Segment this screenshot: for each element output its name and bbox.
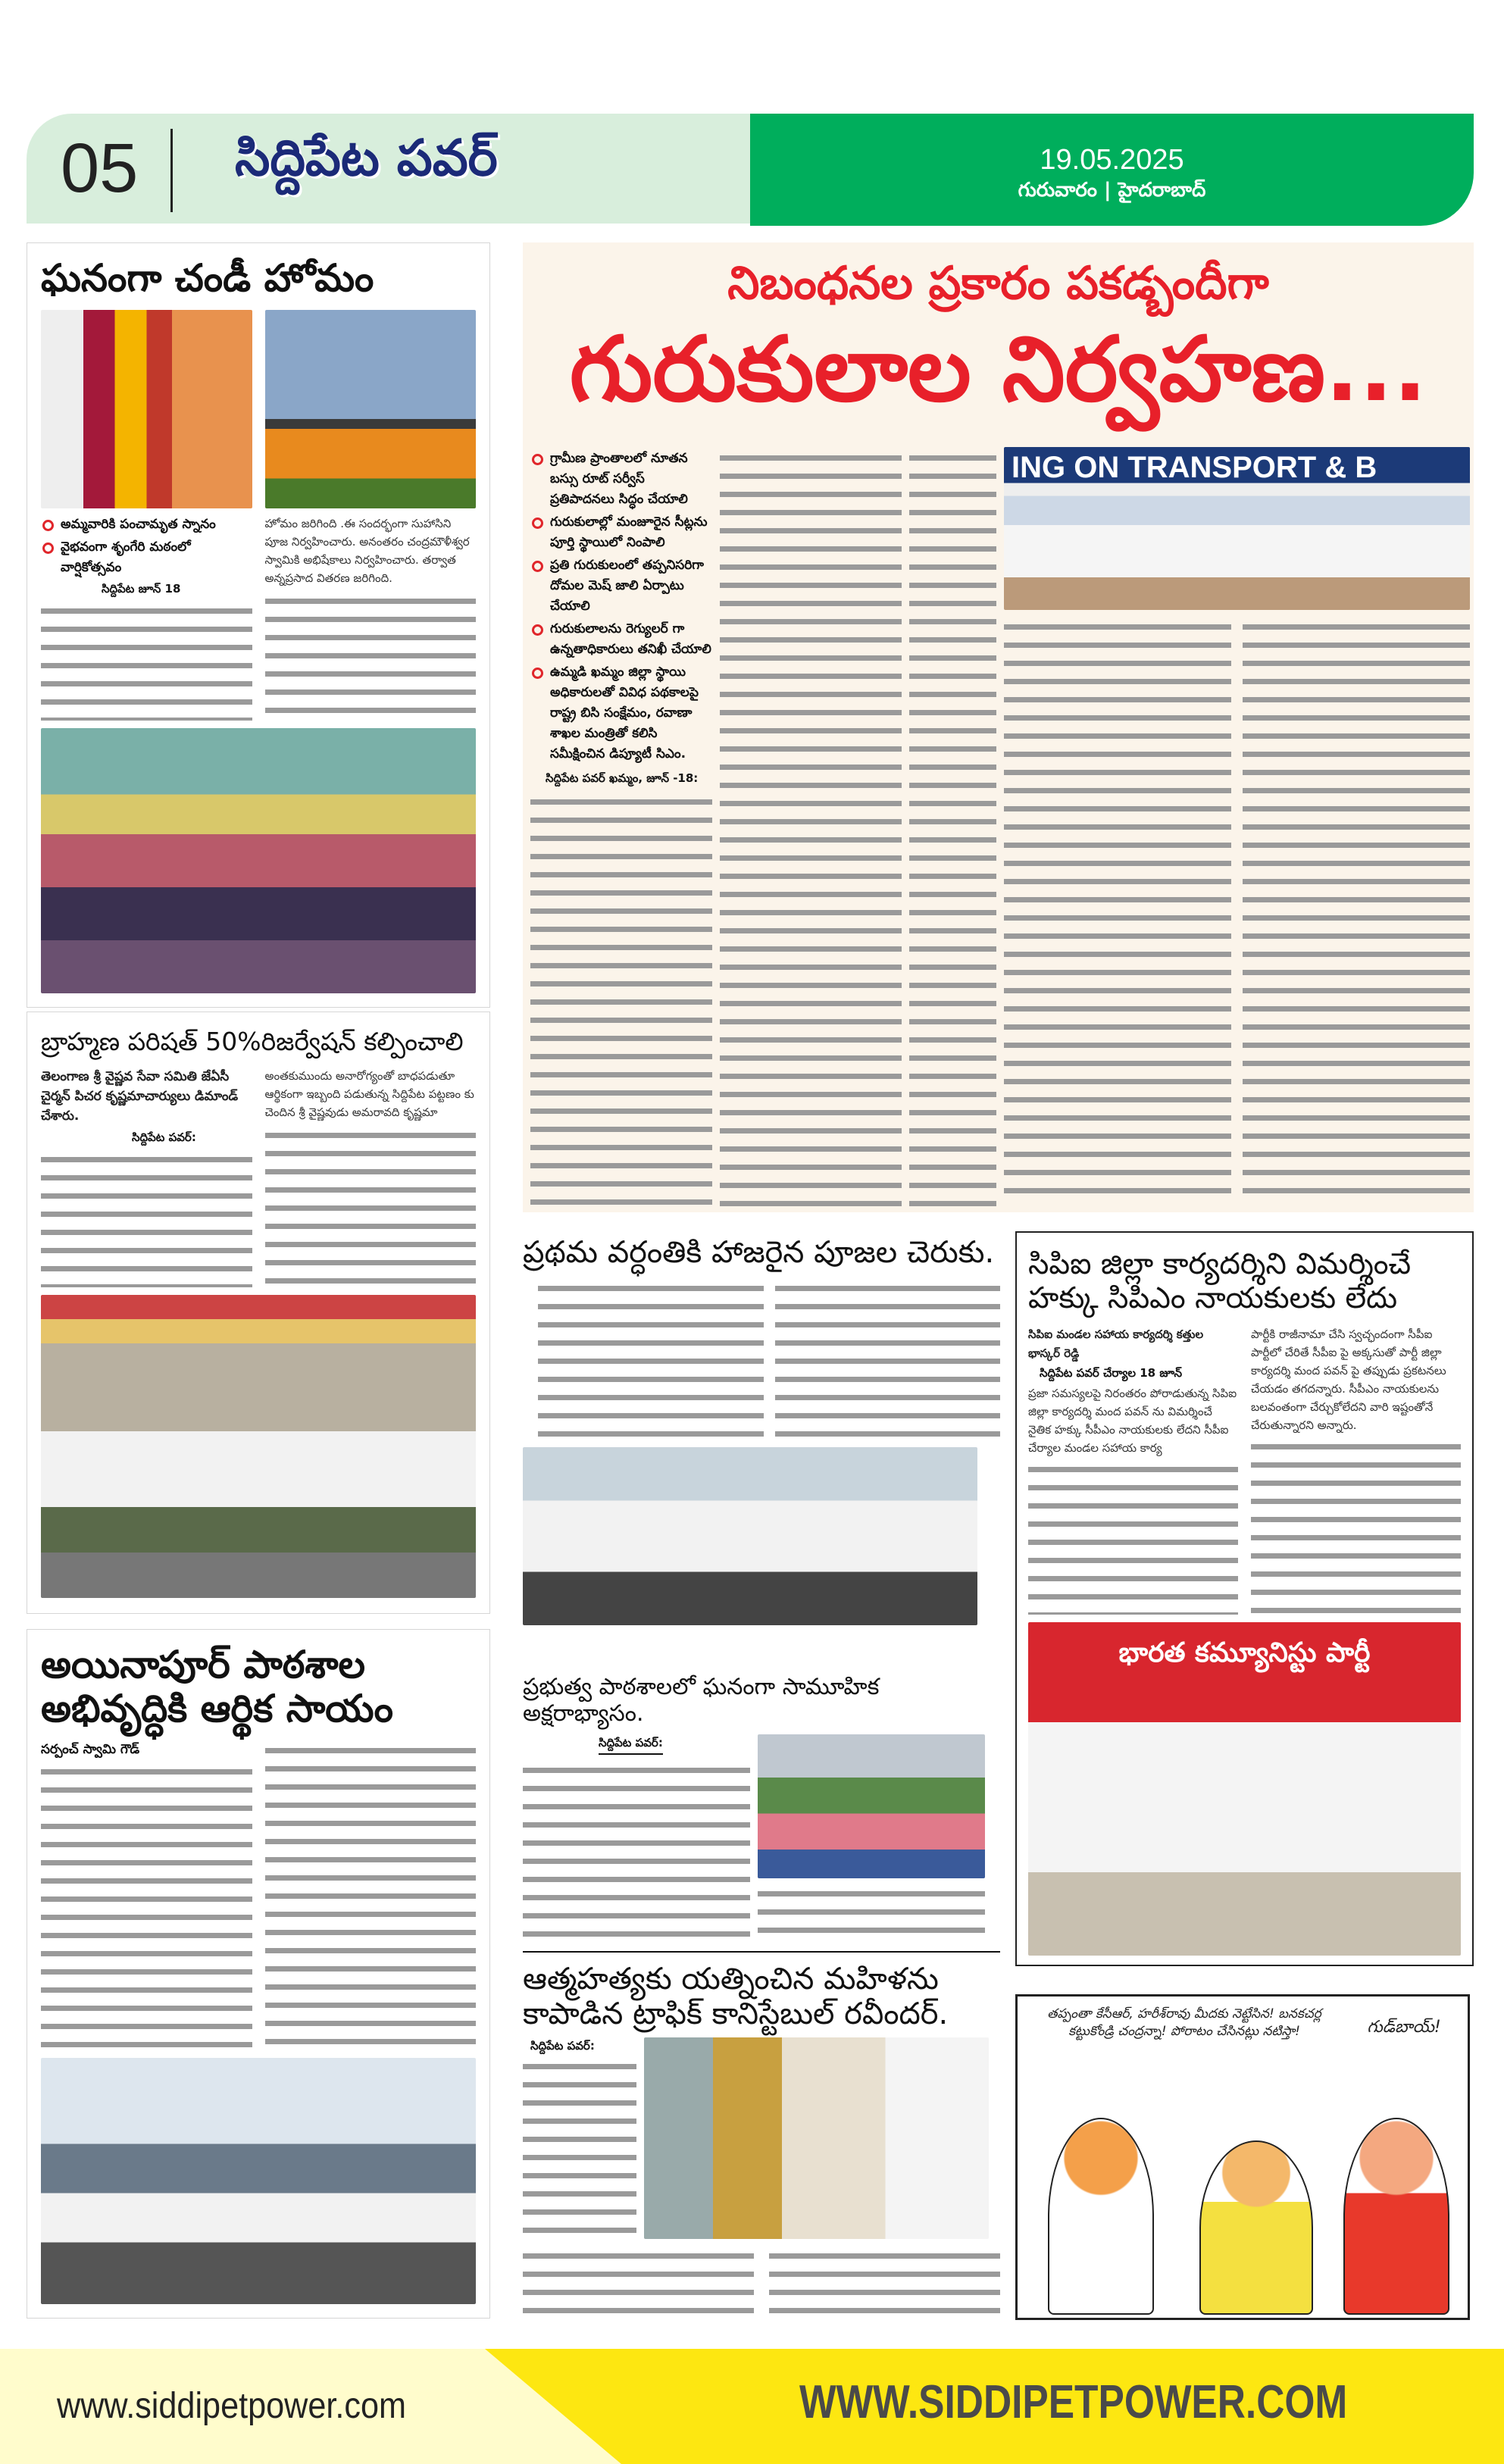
kicker: నిబంధనల ప్రకారం పకడ్బందీగా <box>727 257 1269 310</box>
photo-school <box>41 2058 476 2304</box>
body-text-lines <box>1004 618 1231 1205</box>
footer-url-big[interactable]: WWW.SIDDIPETPOWER.COM <box>799 2376 1348 2428</box>
photo-constable <box>644 2037 989 2239</box>
body-text-lines <box>720 449 902 1206</box>
bullet: గురుకులాల్లో మంజూరైన సీట్లను పూర్తి స్థాయిలో నింపాలి <box>530 512 712 553</box>
divider <box>170 129 173 212</box>
page-number: 05 <box>61 130 139 207</box>
story-vardhanti <box>523 1231 1000 1625</box>
dateline: సిద్దిపేట పవర్ ఖమ్మం, జూన్ -18: <box>546 771 699 785</box>
lead-bullets-column <box>530 449 712 1206</box>
body-text-lines <box>265 1126 477 1287</box>
cartoon-figure <box>1048 2118 1154 2315</box>
body-text-lines <box>538 1279 764 1440</box>
body-text: అంతకుముందు అనారోగ్యంతో బాధపడుతూ ఆర్థికంగా ఇబ్బంది పడుతున్న సిద్దిపేట పట్టణం కు చెందిన శ్రీ వైష్ణవుడు అమరావది కృష్ణమా <box>264 1068 474 1119</box>
body-text-lines <box>769 2247 1000 2322</box>
headline: బ్రాహ్మణ పరిషత్ 50%రిజర్వేషన్ కల్పించాలి <box>41 1027 464 1056</box>
body-text-lines <box>758 1884 985 1940</box>
speech-bubble: తప్పంతా కేసీఆర్, హరీశ్‌రావు మీదకు నెట్టేసిన! బనకచర్ల కట్టుకోండ్రి చంద్రన్నా! పోరాటం చేసినట్లు నటిస్తా! <box>1047 2006 1321 2039</box>
brand-title: సిద్దిపేట పవర్ <box>235 129 498 187</box>
body-text-lines <box>265 592 477 721</box>
headline: సిపిఐ జిల్లా కార్యదర్శిని విమర్శించే హక్కు సిపిఎం నాయకులకు లేదు <box>1028 1247 1412 1315</box>
body-text-lines <box>1243 618 1470 1205</box>
cartoon-figure <box>1343 2118 1449 2315</box>
headline: అయినాపూర్ పాఠశాల అభివృద్ధికి ఆర్థిక సాయం <box>41 1643 393 1731</box>
photo-idol <box>265 310 477 508</box>
dateline: సిద్దిపేట జూన్ 18 <box>102 581 181 596</box>
subhead: సర్పంచ్ స్వామి గౌడ్ <box>41 1742 140 1757</box>
photo-cpi-leaders <box>1028 1622 1461 1956</box>
headline: ఆత్మహత్యకు యత్నించిన మహిళను కాపాడిన ట్రాఫిక్ కానిస్టేబుల్ రవీందర్. <box>523 1962 949 2031</box>
banner-text: ING ON TRANSPORT & B <box>1012 451 1377 484</box>
story-brahmana <box>27 1012 490 1614</box>
cartoon <box>1015 1994 1470 2320</box>
cartoon-figure <box>1199 2140 1313 2315</box>
body-text-lines <box>1028 1460 1238 1615</box>
bullet: వైభవంగా శృంగేరి మఠంలో వార్షికోత్సవం <box>41 537 252 578</box>
photo-tribute <box>523 1447 977 1625</box>
lead-story <box>523 242 1474 1212</box>
story-homam <box>27 242 490 1008</box>
subhead: తెలంగాణ శ్రీ వైష్ణవ సేవా సమితి జేఏసీ చైర్మన్ పిచర కృష్ణమాచార్యులు డిమాండ్ చేశారు. <box>41 1068 239 1124</box>
speech-bubble: గుడ్‌బాయ్! <box>1367 2018 1441 2037</box>
bullet: ప్రతి గురుకులంలో తప్పనిసరిగా దోమల మెష్ జాలి ఏర్పాటు చేయాలి <box>530 555 712 617</box>
dateline: సిద్దిపేట పవర్: <box>599 1734 663 1755</box>
body-text: ప్రజా సమస్యలపై నిరంతరం పోరాడుతున్న సిపిఐ జిల్లా కార్యదర్శి మంద పవన్ ను విమర్శించే నైతిక హక్కు సీపీఎం నాయకులకు లేదని సీపీఐ చేర్యాల మండల సహాయ కార్య <box>1028 1386 1237 1455</box>
dateline: సిద్దిపేట పవర్ చేర్యాల 18 జూన్ <box>1040 1365 1183 1380</box>
body-text-lines <box>265 1741 477 2050</box>
photo-review-meeting <box>1004 447 1470 610</box>
issue-day-place: గురువారం | హైదరాబాద్ <box>1018 179 1206 202</box>
story-aksharabhyasam <box>523 1667 1000 1940</box>
body-text-lines <box>523 1761 750 1940</box>
bullet: అమ్మవారికి పంచామృత స్నానం <box>41 514 252 535</box>
dateline: సిద్దిపేట పవర్: <box>132 1130 196 1144</box>
banner-text: భారత కమ్యూనిస్టు పార్టీ <box>1118 1637 1371 1668</box>
dateline: సిద్దిపేట పవర్: <box>530 2039 595 2053</box>
headline: ప్రథమ వర్ధంతికి హాజరైన పూజల చెరుకు. <box>523 1235 995 1270</box>
body-text: పార్టీకి రాజీనామా చేసి స్వచ్ఛందంగా సీపీఐ పార్టీలో చేరితే సీపీఐ పై అక్కసుతో పార్టీ జిల్లా కార్యదర్శి మంద పవన్ పై తప్పుడు ప్రకటనలు చేయడం తగదన్నారు. సీపీఎం నాయకులను బలవంతంగా చేర్చుకోలేదని వారి ఇష్టంతోనే చేరుతున్నారని అన్నారు. <box>1251 1327 1446 1432</box>
headline: ప్రభుత్వ పాఠశాలలో ఘనంగా సామూహిక అక్షరాభ్యాసం. <box>523 1674 880 1727</box>
body-text-lines <box>523 2247 754 2322</box>
subhead: సిపిఐ మండల సహాయ కార్యదర్శి కత్తుల భాస్కర్ రెడ్డి <box>1028 1327 1204 1360</box>
photo-goddess <box>41 310 252 508</box>
story-school-aid <box>27 1629 490 2319</box>
headline: గురుకులాల నిర్వహణ... <box>569 317 1427 421</box>
photo-children <box>758 1734 985 1878</box>
photo-group <box>41 1295 476 1598</box>
issue-date: 19.05.2025 <box>1040 144 1184 176</box>
body-text-lines <box>530 793 712 1206</box>
body-text-lines <box>41 1150 252 1287</box>
bullet: ఉమ్మడి ఖమ్మం జిల్లా స్థాయి అధికారులతో వివిధ పథకాలపై రాష్ట్ర బిసి సంక్షేమం, రవాణా శాఖల మంత్రితో కలిసి సమీక్షించిన డిప్యూటీ సిఎం. <box>530 662 712 765</box>
footer-url-small[interactable]: www.siddipetpower.com <box>57 2386 407 2426</box>
headline: ఘనంగా చండీ హోమం <box>41 256 374 300</box>
body-text-lines <box>909 449 996 1206</box>
body-text-lines <box>41 602 252 721</box>
body-text-lines <box>775 1279 1001 1440</box>
story-cpi <box>1015 1231 1474 1966</box>
body-text-lines <box>41 1762 252 2050</box>
bullet: గ్రామీణ ప్రాంతాలలో నూతన బస్సు రూట్ సర్వీస్ ప్రతిపాదనలు సిద్ధం చేయాలి <box>530 449 712 510</box>
body-text-lines <box>523 2057 636 2239</box>
photo-crowd <box>41 728 476 993</box>
body-text-lines <box>1251 1437 1461 1615</box>
bullet: గురుకులాలను రెగ్యులర్ గా ఉన్నతాధికారులు తనిఖీ చేయాలి <box>530 619 712 660</box>
body-text: హోమం జరిగింది .ఈ సందర్భంగా సుహాసిని పూజ నిర్వహించారు. అనంతరం చంద్రమౌళీశ్వర స్వామికి అభిషేకాలు నిర్వహించారు. తర్వాత అన్నప్రసాద వితరణ జరిగింది. <box>264 516 470 585</box>
story-constable <box>523 1951 1000 2322</box>
